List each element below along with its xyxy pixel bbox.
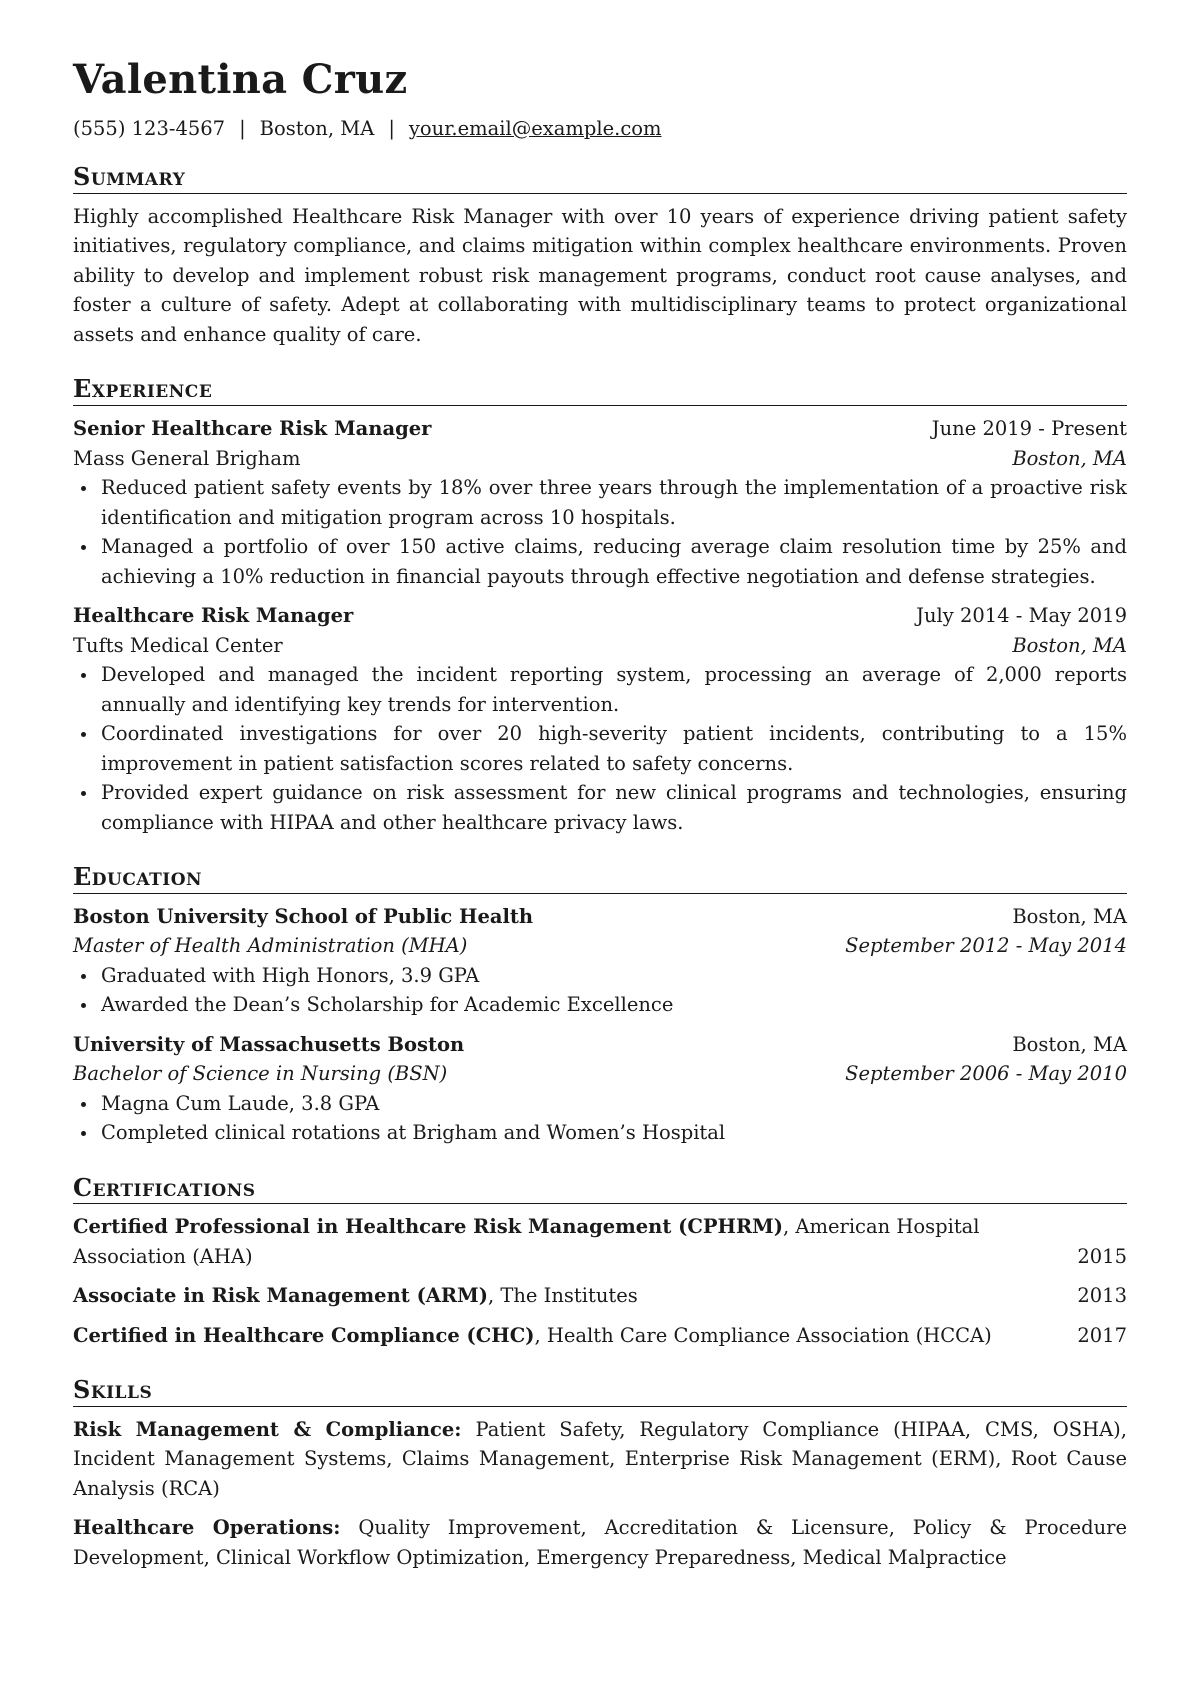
bullet-item: Completed clinical rotations at Brigham and Women’s Hospital (73, 1118, 1127, 1148)
job-dates: July 2014 - May 2019 (916, 604, 1127, 628)
degree-name: Bachelor of Science in Nursing (BSN) (73, 1062, 448, 1086)
summary-section (73, 163, 1127, 349)
experience-section (73, 375, 1127, 837)
certification-issuer: , Health Care Compliance Association (HCCA) (534, 1323, 992, 1347)
candidate-name: Valentina Cruz (73, 56, 408, 103)
school-name: University of Massachusetts Boston (73, 1032, 465, 1056)
company-name: Mass General Brigham (73, 446, 301, 470)
certification-name: Certified Professional in Healthcare Risk Management (CPHRM) (73, 1215, 783, 1239)
education-bullets (73, 961, 1127, 1020)
resume-page (73, 58, 1127, 1572)
certification-year: 2017 (1077, 1323, 1127, 1347)
bullet-item: Coordinated investigations for over 20 high-severity patient incidents, contributing to a 15% improvement in patient satisfaction scores related to safety concerns. (73, 719, 1127, 778)
section-title-education: Education (73, 863, 1127, 894)
section-title-certifications: Certifications (73, 1174, 1127, 1205)
bullet-item: Graduated with High Honors, 3.9 GPA (73, 961, 1127, 991)
skill-group-text: Patient Safety, Regulatory Compliance (HIPAA, CMS, OSHA), Incident Management Systems, Claims Management, Enterprise Risk Management (ERM), Root Cause Analysis (RCA) (73, 1417, 1127, 1500)
bullet-item: Awarded the Dean’s Scholarship for Academic Excellence (73, 990, 1127, 1020)
certification-year: 2015 (1077, 1244, 1127, 1268)
job-entry (73, 414, 1127, 591)
certification-issuer: , The Institutes (487, 1284, 638, 1308)
contact-line (73, 116, 1127, 141)
skill-group (73, 1415, 1127, 1504)
job-entry (73, 601, 1127, 837)
job-location: Boston, MA (1012, 633, 1127, 657)
email-link[interactable]: your.email@example.com (408, 117, 662, 140)
education-entry (73, 902, 1127, 1020)
job-title: Healthcare Risk Manager (73, 604, 354, 628)
certification-entry (73, 1212, 1127, 1271)
bullet-item: Reduced patient safety events by 18% over three years through the implementation of a proactive risk identification and mitigation program across 10 hospitals. (73, 473, 1127, 532)
bullet-item: Managed a portfolio of over 150 active claims, reducing average claim resolution time by 25% and achieving a 10% reduction in financial payouts through effective negotiation and defense strategies. (73, 532, 1127, 591)
job-dates: June 2019 - Present (931, 417, 1127, 441)
certification-name: Associate in Risk Management (ARM) (73, 1284, 488, 1308)
certification-entry (73, 1321, 1127, 1351)
skills-section (73, 1376, 1127, 1572)
bullet-item: Provided expert guidance on risk assessment for new clinical programs and technologies, ensuring compliance with HIPAA and other healthcare privacy laws. (73, 778, 1127, 837)
summary-text: Highly accomplished Healthcare Risk Manager with over 10 years of experience driving patient safety initiatives, regulatory compliance, and claims mitigation within complex healthcare environments. Proven ability to develop and implement robust risk management programs, conduct root cause analyses, and foster a culture of safety. Adept at collaborating with multidisciplinary teams to protect organizational assets and enhance quality of care. (73, 204, 1127, 346)
education-entry (73, 1030, 1127, 1148)
education-section (73, 863, 1127, 1148)
bullet-item: Developed and managed the incident reporting system, processing an average of 2,000 reports annually and identifying key trends for intervention. (73, 660, 1127, 719)
job-location: Boston, MA (1012, 446, 1127, 470)
education-dates: September 2012 - May 2014 (845, 934, 1127, 958)
phone-number: (555) 123-4567 (73, 117, 226, 140)
job-bullets (73, 660, 1127, 837)
location: Boston, MA (259, 117, 375, 140)
contact-separator: | (239, 117, 246, 140)
bullet-item: Magna Cum Laude, 3.8 GPA (73, 1089, 1127, 1119)
school-name: Boston University School of Public Health (73, 904, 534, 928)
education-bullets (73, 1089, 1127, 1148)
skill-group-label: Risk Management & Compliance: (73, 1417, 462, 1441)
school-location: Boston, MA (1012, 904, 1127, 928)
certification-name: Certified in Healthcare Compliance (CHC) (73, 1323, 535, 1347)
job-title: Senior Healthcare Risk Manager (73, 417, 432, 441)
certification-issuer: , American Hospital Association (AHA) (73, 1215, 980, 1268)
section-title-experience: Experience (73, 375, 1127, 406)
degree-name: Master of Health Administration (MHA) (73, 934, 468, 958)
skill-group (73, 1513, 1127, 1572)
section-title-summary: Summary (73, 163, 1127, 194)
skill-group-text: Quality Improvement, Accreditation & Licensure, Policy & Procedure Development, Clinical Workflow Optimization, Emergency Preparedness, Medical Malpractice (73, 1516, 1127, 1569)
certifications-section (73, 1174, 1127, 1351)
job-bullets (73, 473, 1127, 591)
certification-year: 2013 (1077, 1284, 1127, 1308)
section-title-skills: Skills (73, 1376, 1127, 1407)
contact-separator: | (388, 117, 395, 140)
certification-entry (73, 1281, 1127, 1311)
school-location: Boston, MA (1012, 1032, 1127, 1056)
education-dates: September 2006 - May 2010 (845, 1062, 1127, 1086)
company-name: Tufts Medical Center (73, 633, 283, 657)
skill-group-label: Healthcare Operations: (73, 1516, 341, 1540)
